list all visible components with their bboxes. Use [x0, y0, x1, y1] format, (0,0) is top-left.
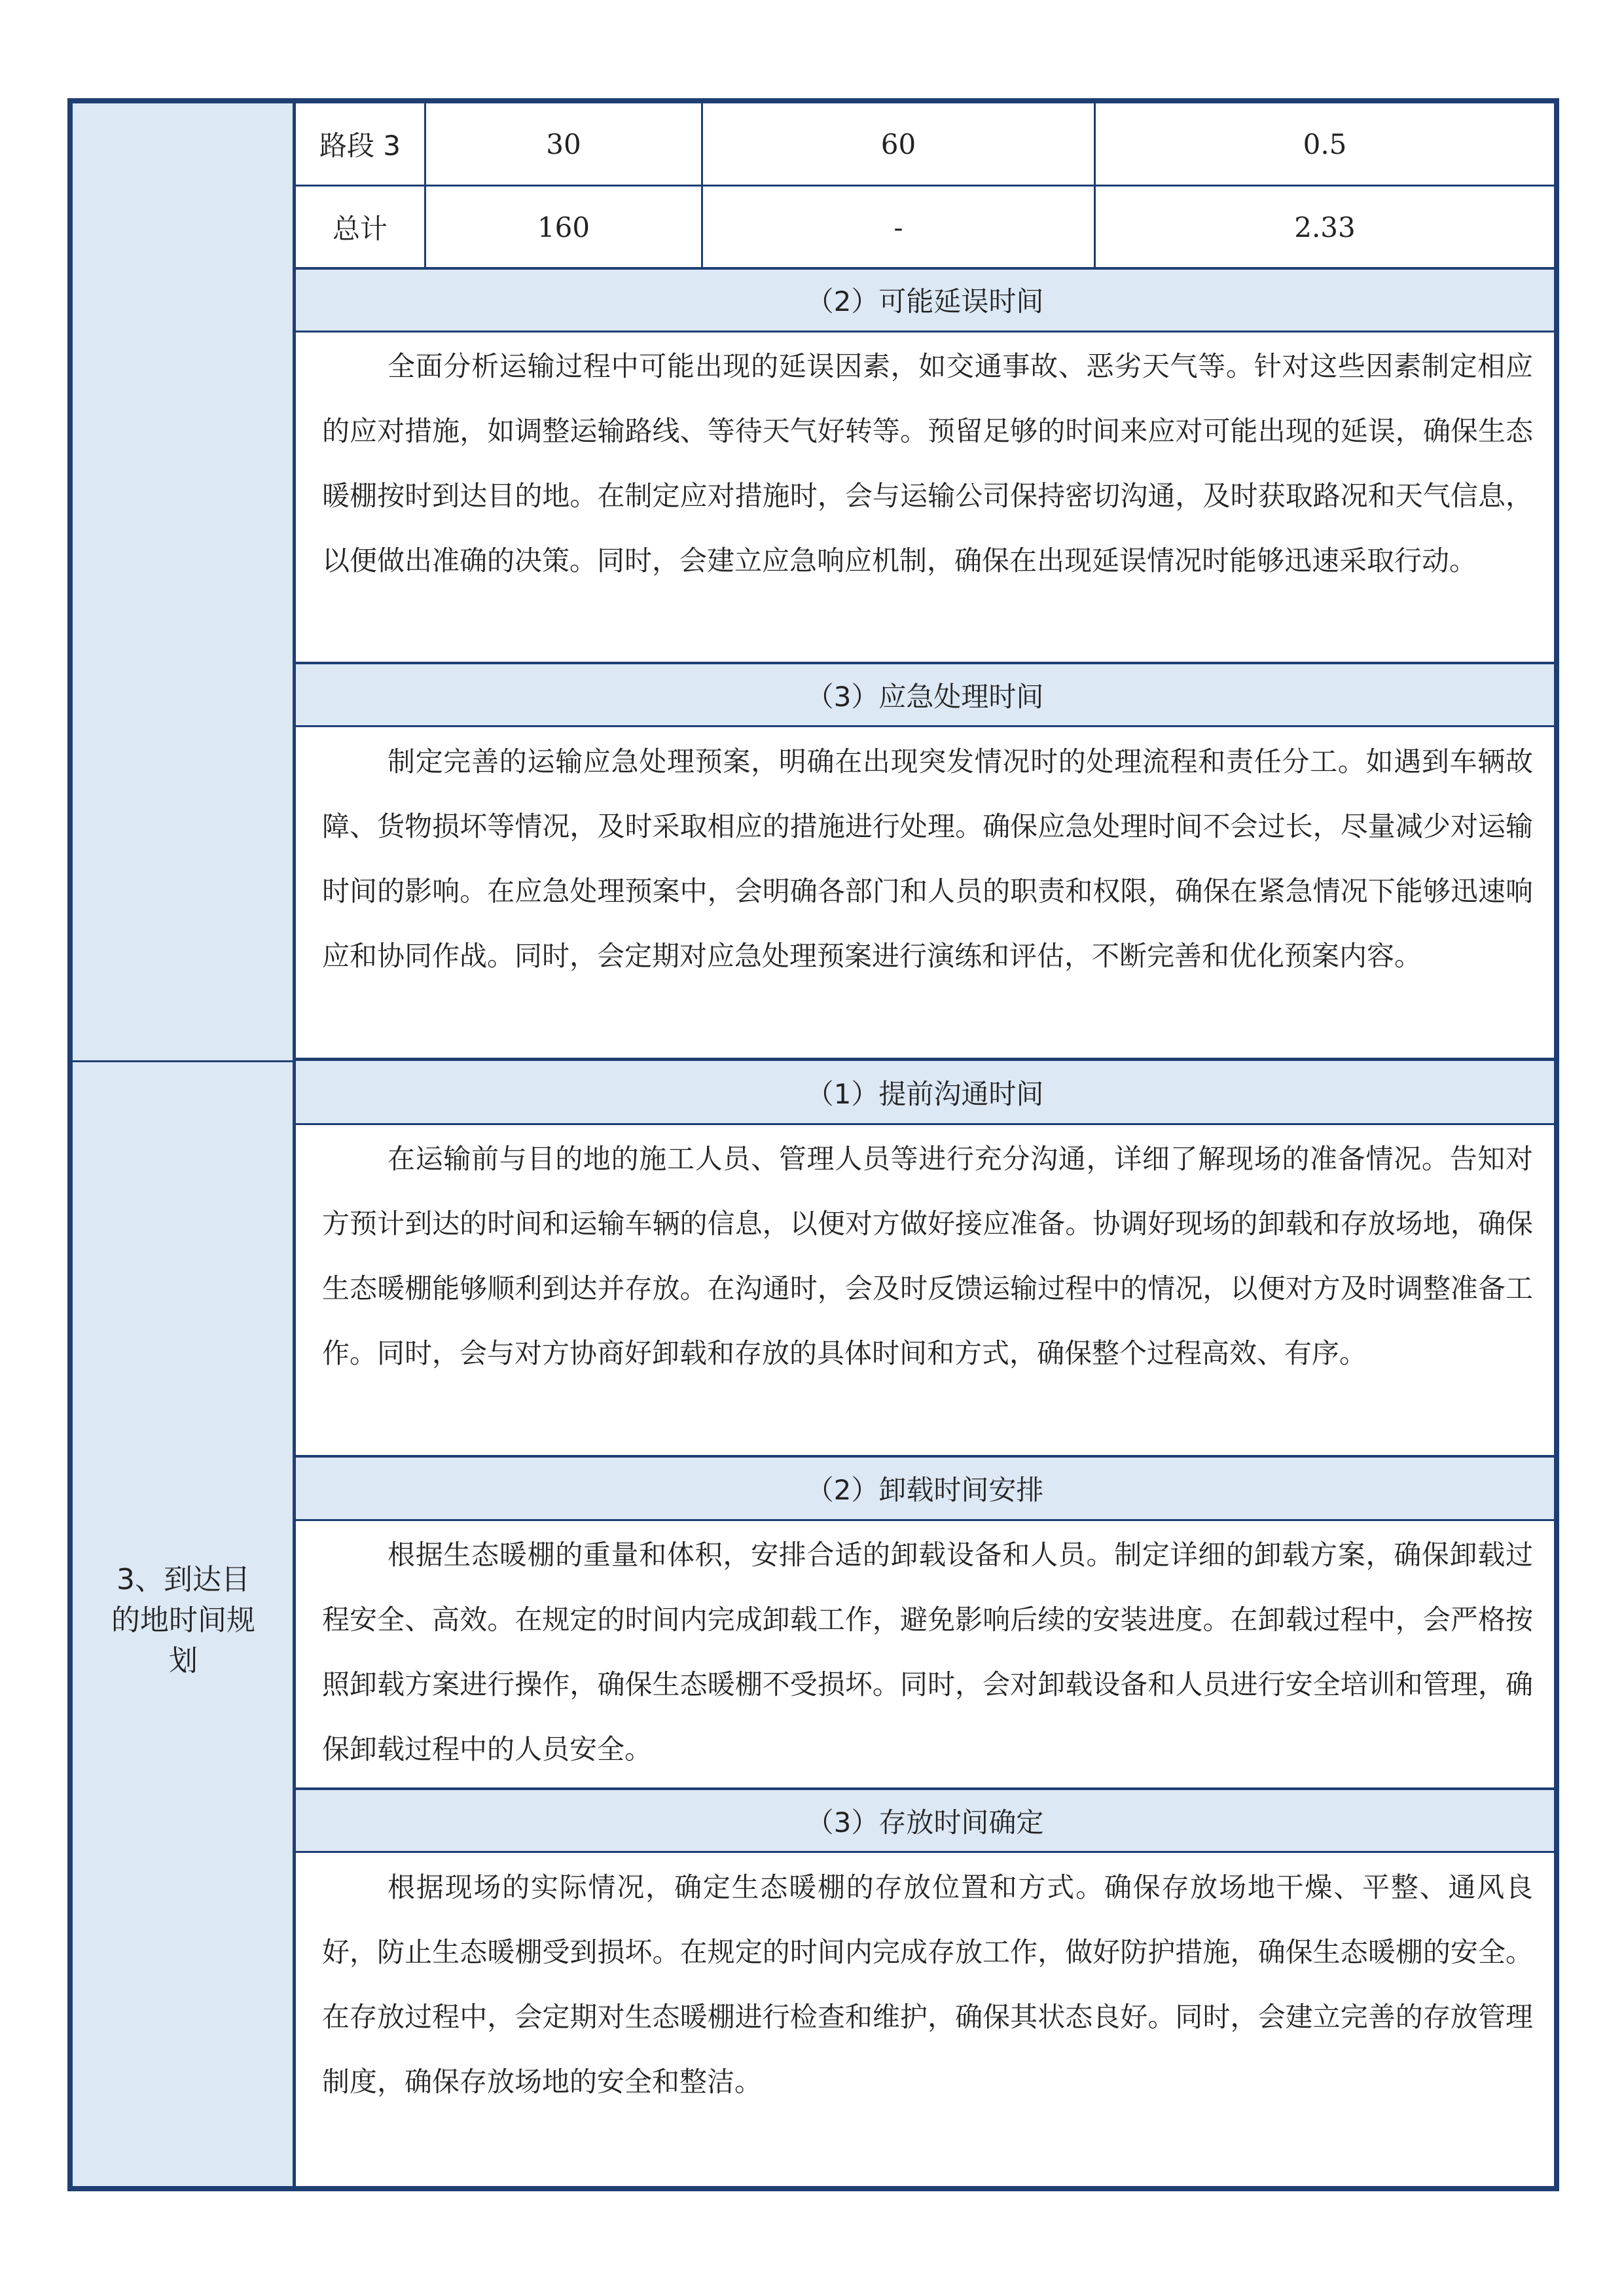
table-cell-route: 路段 3	[319, 130, 401, 162]
subsection-heading: （3）存放时间确定	[296, 1789, 1554, 1852]
paragraph-communication-time: 在运输前与目的地的施工人员、管理人员等进行充分沟通，详细了解现场的准备情况。告知对方预计到达的时间和运输车辆的信息，以便对方做好接应准备。协调好现场的卸载和存放场地，确保生态暖棚能够顺利到达并存放。在沟通时，会及时反馈运输过程中的情况，以便对方及时调整准备工作。同时，会与对方协商好卸载和存放的具体时间和方式，确保整个过程高效、有序。	[322, 1143, 1533, 1369]
table-cell-time: 0.5	[1303, 128, 1347, 160]
paragraph-emergency-time: 制定完善的运输应急处理预案，明确在出现突发情况时的处理流程和责任分工。如遇到车辆故障、货物损坏等情况，及时采取相应的措施进行处理。确保应急处理时间不会过长，尽量减少对运输时间的影响。在应急处理预案中，会明确各部门和人员的职责和权限，确保在紧急情况下能够迅速响应和协同作战。同时，会定期对应急处理预案进行演练和评估，不断完善和优化预案内容。	[322, 745, 1533, 972]
table-cell-speed: -	[893, 211, 903, 243]
paragraph-delay-time: 全面分析运输过程中可能出现的延误因素，如交通事故、恶劣天气等。针对这些因素制定相应的应对措施，如调整运输路线、等待天气好转等。预留足够的时间来应对可能出现的延误，确保生态暖棚按时到达目的地。在制定应对措施时，会与运输公司保持密切沟通，及时获取路况和天气信息，以便做出准确的决策。同时，会建立应急响应机制，确保在出现延误情况时能够迅速采取行动。	[322, 350, 1533, 577]
subsection-heading: （2）可能延误时间	[296, 268, 1554, 331]
section-label-arrival: 3、到达目 的地时间规 划	[111, 1563, 255, 1677]
paragraph-storage-time: 根据现场的实际情况，确定生态暖棚的存放位置和方式。确保存放场地干燥、平整、通风良好，防止生态暖棚受到损坏。在规定的时间内完成存放工作，做好防护措施，确保生态暖棚的安全。在存放过程中，会定期对生态暖棚进行检查和维护，确保其状态良好。同时，会建立完善的存放管理制度，确保存放场地的安全和整洁。	[322, 1871, 1533, 2098]
table-frame	[67, 98, 1559, 2191]
table-cell-time: 2.33	[1294, 211, 1356, 243]
subsection-heading: （3）应急处理时间	[296, 664, 1554, 726]
table-cell-speed: 60	[880, 128, 916, 160]
subsection-heading: （1）提前沟通时间	[296, 1061, 1554, 1124]
table-cell-distance: 30	[546, 128, 581, 160]
table-cell-route: 总计	[332, 213, 388, 245]
paragraph-unloading-time: 根据生态暖棚的重量和体积，安排合适的卸载设备和人员。制定详细的卸载方案，确保卸载过程安全、高效。在规定的时间内完成卸载工作，避免影响后续的安装进度。在卸载过程中，会严格按照卸载方案进行操作，确保生态暖棚不受损坏。同时，会对卸载设备和人员进行安全培训和管理，确保卸载过程中的人员安全。	[322, 1539, 1533, 1765]
table-cell-distance: 160	[537, 211, 590, 243]
subsection-heading: （2）卸载时间安排	[296, 1457, 1554, 1520]
